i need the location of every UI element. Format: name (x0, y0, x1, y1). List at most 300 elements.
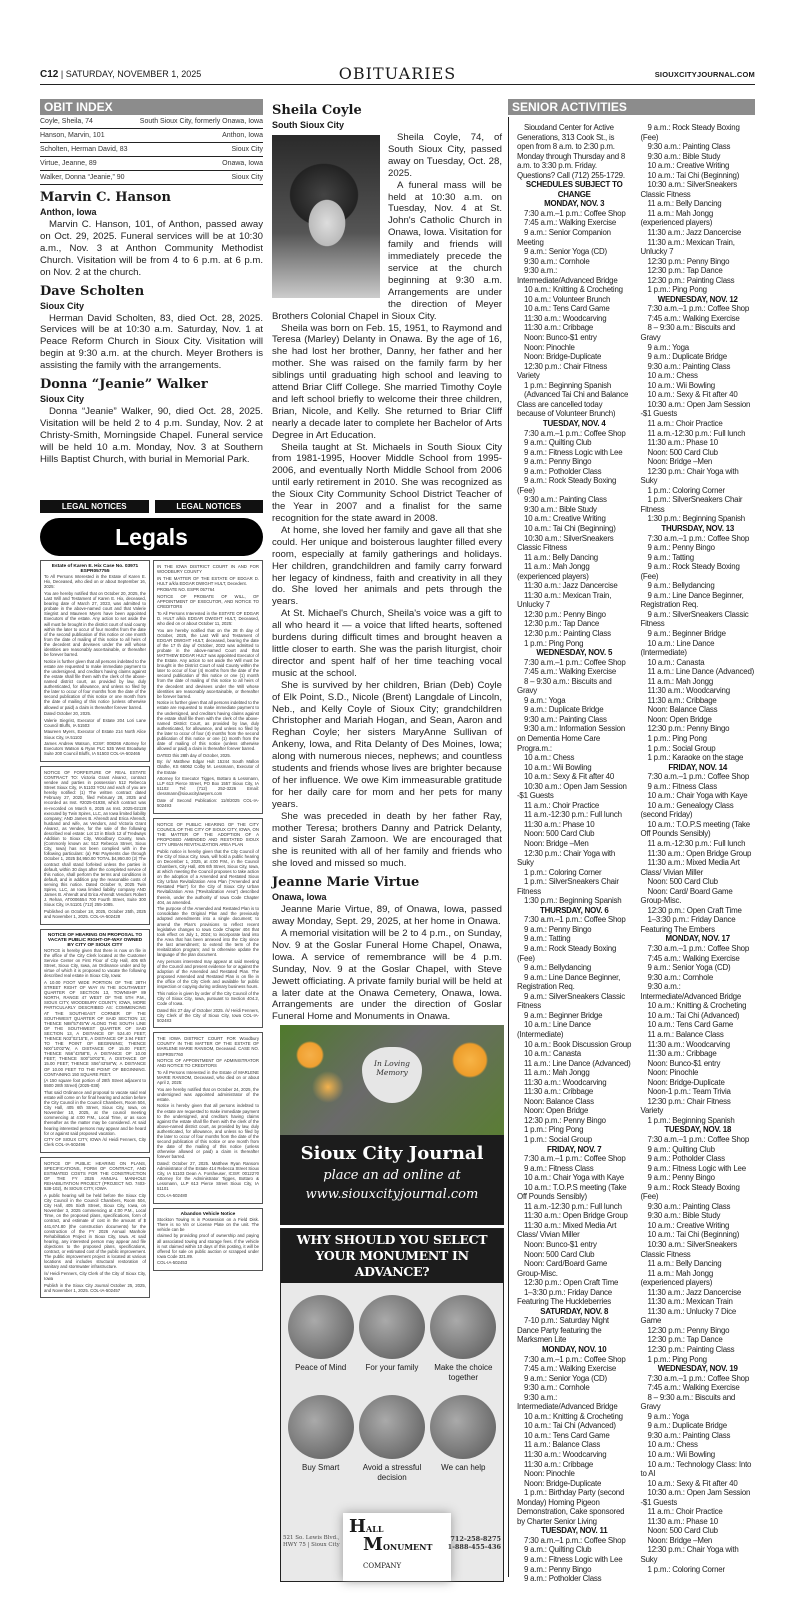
activity-item: 9 a.m.: Tatting (524, 934, 571, 944)
legal-paragraph: You are hereby notified that on October 20, 2025, the Last Will and Testament of Karen E. Hix, deceased, bearing date of March 27, 2023, was admitted to probate in the above-named court and that Valerie Siegrist and Maureen Myers have been appointed Executors of the estate. Any action to set aside the will must be brought in the district court of said county within the later to occur of four months from the date of the second publication of this notice or one month from the date of mailing of this notice to all heirs of the decedent and devisees under the will whose identities are reasonably ascertainable, or thereafter be forever barred. (44, 590, 146, 658)
activity-item: 11:30 a.m.: Mexican Train, Unlucky 7 (640, 237, 735, 257)
activity-item: 9 a.m.: Duplicate Bridge (647, 352, 727, 362)
activity-item: 7:30 a.m.–1 p.m.: Coffee Shop (647, 772, 750, 782)
obit-name: Donna “Jeanie” Walker (40, 377, 208, 393)
legal-paragraph: IN THE MATTER OF THE ESTATE OF EDGAR D. HULT a/k/a EDGAR DWIGHT HULT, Decedent. (157, 575, 259, 586)
activity-item: 11:30 a.m.: Phase 10 (647, 1516, 718, 1526)
section-title: OBITUARIES (338, 64, 457, 83)
obit-place: Onawa, Iowa (272, 892, 327, 903)
activity-item: 10 a.m.: Creative Writing (647, 161, 730, 171)
activity-item: 1 p.m.: SilverSneakers Chair Fitness (640, 495, 743, 514)
activities-column (517, 123, 632, 1584)
activity-item: 11:30 a.m.: Jazz Dancercise (524, 581, 618, 591)
activity-item: 9:30 a.m.: Cornhole (647, 972, 714, 982)
activity-item: 9 a.m.: Beginner Bridge (524, 1010, 603, 1020)
activity-item: 10 a.m.: Tens Card Game (524, 304, 610, 314)
legal-notice (40, 929, 150, 1153)
activity-item: 10 a.m.: Creative Writing (647, 1220, 730, 1230)
obit-paragraph: She is survived by her children, Brian (Deb) Coyle of Elk Point, S.D., Nicole (Brent) Langdale of Lincoln, Neb., and Kelly Coyle of Sioux City; grandchildren Christopher and Mariah Hogan, and Sean, Aaron and Reghan Coyle; her sisters MaryAnne Sullivan of Ankeny, Iowa, and Rita Delanty of Des Moines, Iowa; along with numerous nieces, nephews; and countless students and friends whose lives are brighter because of her influence. We owe Kim immeasurable gratitude for her daily care for mom and her pets for many years. (272, 679, 502, 810)
reason-photo (430, 1295, 496, 1359)
index-name: Virtue, Jeanne, 89 (40, 160, 97, 167)
activity-item: 10 a.m.: Volunteer Brunch (524, 294, 611, 304)
activity-item: 10 a.m.: Tai Chi (Beginning) (524, 523, 616, 533)
index-name: Hanson, Marvin, 101 (40, 132, 105, 139)
activity-item: 11:30 a.m.: Open Bridge Group (647, 848, 752, 858)
legal-notice (153, 1032, 263, 1203)
activity-item: 11 a.m.: Mah Jongg (experienced players) (517, 562, 590, 581)
legal-paragraph: Notice is further given that all persons indebted to the estate are requested to make immediate payment to the undersigned, and creditors having claims against the estate shall file them with the clerk of the above-named District Court, as provided by law, duly authenticated, for allowance, and unless so filed by the later to occur of four (4) months from the second publication of this notice or one (1) month from the date of mailing of this notice (unless otherwise allowed or paid) a claim is thereafter forever barred. (157, 700, 259, 752)
memory-flowers-image (280, 1025, 504, 1135)
activity-item: 9 a.m.: Fitness Class (647, 781, 717, 791)
legal-paragraph: A public hearing will be held before the Sioux City City Council in the Council Chambers, Room 504, City Hall, 405 Sixth Street, Sioux City, Iowa, on November 3, 2025 commencing at 4:00 P.M., Local Time, on the proposed plans, specifications, form of contract, and estimate of cost in the amount of $ 441,674.80 (the construction documents) for the construction of the FY 2026 Annual Manhole Rehabilitation Project in Sioux City, Iowa. At said hearing, any interested person may appear and file objections to the proposed plans, specifications, contract, or estimated cost of the public improvement. The public improvement project is located at various locations and includes structural restoration of sanitary and stormwater infrastructure. (44, 1193, 146, 1270)
legal-column (40, 560, 150, 1580)
left-column (40, 99, 263, 466)
legal-notice (40, 560, 150, 762)
activity-item: 10:30 a.m.: Open Jam Session -$1 Guests (640, 1488, 751, 1507)
heart-stone: In Loving Memory (362, 1047, 422, 1103)
text: ONUMENT (382, 1542, 433, 1552)
activity-item: Noon: Bridge-Duplicate (524, 352, 602, 362)
activity-item: 12:30 p.m.: Chair Yoga with Suky (640, 1545, 739, 1565)
activity-item: 9:30 a.m.: Painting Class (647, 361, 731, 371)
activity-item: 9 a.m.: Tatting (647, 552, 694, 562)
reason-photo (430, 1395, 496, 1459)
index-row[interactable] (40, 129, 263, 143)
obit-paragraph: At home, she loved her family and gave all that she could. Her unique and boisterous laughter filled every room, especially at family gatherings and holidays. Her children, grandchildren and family carry forward her legacy of kindness, faith and creativity in all they do. She loved her animals and pets through the years. (272, 524, 502, 608)
activity-item: 9:30 a.m.: Bible Study (524, 504, 597, 514)
obit-name: Sheila Coyle (272, 103, 362, 118)
activity-item: 11 a.m.: Balance Class (647, 1029, 724, 1039)
activity-item: 1 p.m.: Ping Pong (524, 1125, 584, 1135)
obit-name: Marvin C. Hanson (40, 190, 171, 205)
activity-item: 9:30 a.m.: Painting Class (647, 1430, 731, 1440)
obituary (40, 190, 263, 279)
reasons-grid (281, 1283, 503, 1487)
legal-notice-title: NOTICE OF HEARING ON PROPOSAL TO VACATE PUBLIC RIGHT-OF-WAY OWNED BY CITY OF SIOUX CITY (47, 932, 143, 948)
legals-section (40, 500, 263, 1585)
activity-item: 11:30 a.m.: Woodcarving (524, 313, 607, 323)
activity-item: 10 a.m.: Chess (524, 753, 575, 763)
monument-address (283, 1535, 340, 1549)
legal-paragraph: Dated October 20, 2025. (44, 711, 92, 717)
activity-item: 10 a.m.: Canasta (524, 1049, 581, 1059)
obit-paragraph: Sheila was born on Feb. 15, 1951, to Raymond and Teresa (Marley) Delanty in Onawa. By the age of 16, she had lost her brother, Danny, her father and her mother. She was raised on the family farm by her siblings until graduating high school and leaving to attend Briar Cliff College. She married Timothy Coyle and left school briefly to welcome their three children, Brian, Nicole, and Kelly. She returned to Briar Cliff nearly a decade later to complete her Bachelor of Arts Degree in Art Education. (272, 322, 502, 441)
activity-item: 9 a.m.: Bellydancing (647, 581, 715, 591)
index-place: South Sioux City, formerly Onawa, Iowa (139, 118, 263, 125)
activity-item: Noon: Bridge-Duplicate (524, 1478, 602, 1488)
activity-item: 9:30 a.m.: Intermediate/Advanced Bridge (517, 266, 618, 285)
activity-item: 8 – 9:30 a.m.: Biscuits and Gravy (517, 676, 612, 696)
activity-item: 1 p.m.: Social Group (524, 1134, 592, 1144)
reason-caption: For your family (365, 1363, 419, 1372)
legal-notice (40, 766, 150, 925)
index-row[interactable] (40, 115, 263, 129)
activity-item: 9 a.m.: Senior Yoga (CD) (647, 963, 731, 973)
activity-item: 7:45 a.m.: Walking Exercise (524, 1364, 617, 1374)
activity-item: 11:30 a.m.: Mixed Media Art Class/ Vivian Miller (517, 1220, 617, 1240)
site-link[interactable]: SIOUXCITYJOURNAL.COM (654, 70, 755, 79)
main-obituaries (272, 98, 502, 1023)
obit-place: Anthon, Iowa (40, 207, 97, 217)
obit-body (272, 904, 502, 1023)
legal-paragraph: James Andrew Watson, ICIS#: 008266 Attorney for Executors Watson & Ryan PLC 535 West Broadway Suite 200 Council Bluffs, IA 51503 COL-IA-502465 (44, 741, 146, 757)
activity-item: 11:30 a.m.: Jazz Dancercise (647, 1287, 742, 1297)
activity-item: 10 a.m.: Tai Chi (Advanced) (524, 1421, 616, 1431)
obit-place: South Sioux City (272, 120, 344, 130)
obit-paragraph: She was preceded in death by her father Ray, mother Teresa; brothers Danny and Patrick Delanty, and sister Sarah Zamoon. We are encouraged that she is reunited with all of her family and friends who she loved and missed so much. (272, 810, 502, 870)
legal-paragraph: You are hereby notified that on the 28 th day of October, 2025, the Last Will and Testament of EDGAR DWIGHT HULT, deceased, bearing the date of the 17 th day of October, 2022 was admitted to probate in the above-named Court and that MATTHEW EDGAR HULT was appointed Executor of the Estate. Any action to set aside the Will must be brought in the District Court of said County within the later to occur of four (4) months from the date of the second publication of this notice or one (1) month from the date of mailing of this notice to all heirs of the decedent and devisees under the Will whose identities are reasonably ascertainable, or thereafter be forever barred. (157, 627, 259, 699)
reason (285, 1395, 356, 1487)
short-obituaries (40, 190, 263, 466)
index-row[interactable] (40, 171, 263, 185)
activity-item: 8 – 9:30 a.m.: Biscuits and Gravy (640, 323, 736, 343)
reason-photo (359, 1295, 425, 1359)
activity-item: 12:30 p.m.: Penny Bingo (524, 1115, 606, 1125)
activity-item: 10 a.m.: Wii Bowling (524, 762, 592, 772)
activity-item: 10 a.m.: Book Discussion Group (524, 1039, 632, 1049)
activity-item: 9 a.m.: Line Dance Beginner, Registration Req. (640, 590, 744, 610)
activity-item: 11:30 a.m.: Phase 10 (524, 819, 595, 829)
activity-item: Noon: Open Bridge (524, 1106, 589, 1116)
activity-item: 9:30 a.m.: Information Session on Dementia Home Care Progra.m.: (517, 724, 626, 753)
activity-item: 7:30 a.m.–1 p.m.: Coffee Shop (647, 1373, 750, 1383)
legal-paragraph: IN THE IOWA DISTRICT COURT IN AND FOR WOODBURY COUNTY (157, 564, 259, 575)
activity-item: 7:30 a.m.–1 p.m.: Coffee Shop (524, 1154, 626, 1164)
legal-paragraph: Publish in the Sioux City Journal October 25, 2025, and November 1, 2025. COL-IA-502457 (44, 1282, 146, 1293)
legal-paragraph: Maureen Myers, Executor of Estate 214 North Alice Sioux City, IA 51102 (44, 729, 146, 740)
activity-item: 9 a.m.: Quilting Club (647, 1144, 715, 1154)
activity-item: 7:30 a.m.–1 p.m.: Coffee Shop (647, 944, 750, 954)
activity-item: 11:30 a.m.: Woodcarving (647, 686, 730, 696)
obit-paragraph: Herman David Scholten, 83, died Oct. 28, 2025. Services will be at 10:30 a.m. Saturday, Nov. 1 at Peace Reform Church in Sioux City. Visitation will begin at 9:30 a.m. at the church. Meyer Brothers is assisting the family with the arrangements. (40, 312, 263, 372)
activity-item: 9 a.m.: Duplicate Bridge (524, 705, 604, 715)
activity-item: Noon: Bunco-$1 entry (524, 333, 597, 343)
activity-item: 7:30 a.m.–1 p.m.: Coffee Shop (647, 533, 750, 543)
activity-item: Noon: Bridge –Men (524, 839, 589, 849)
activity-item: 11 a.m.: Belly Dancing (647, 199, 722, 209)
activity-item: (Advanced Tai Chi and Balance Class are cancelled today because of Volunteer Brunch) (517, 390, 629, 419)
activity-item: 9 a.m.: Penny Bingo (524, 924, 592, 934)
obituary (40, 284, 263, 373)
activity-item: 1 p.m.: Beginning Spanish (647, 1115, 735, 1125)
activity-item: 9 a.m.: Yoga (647, 1411, 689, 1421)
activity-item: 7:30 a.m.–1 p.m.: Coffee Shop (524, 208, 626, 218)
activity-item: 8 – 9:30 a.m.: Biscuits and Gravy (640, 1392, 736, 1412)
activity-item: 9 a.m.: Penny Bingo (647, 543, 715, 553)
legal-paragraph: By: /s/ Matthew Edgar Hult 15244 South Mallon Olathe, KS 66062 Colby M. Lessmann, Executor of the Estate (157, 759, 259, 775)
activity-item: 11 a.m.-12:30 p.m.: Full lunch (524, 810, 622, 820)
activity-item: 9 a.m.: Potholder Class (524, 466, 602, 476)
reason (428, 1295, 499, 1387)
text: M (363, 1534, 383, 1555)
scj-ad[interactable] (280, 1135, 504, 1225)
activity-item: 11:30 a.m.: Woodcarving (524, 1077, 607, 1087)
activity-item: 9 a.m.: Quilting Club (524, 1545, 592, 1555)
activity-item: 10:30 a.m.: SilverSneakers Classic Fitness (640, 1239, 738, 1259)
activity-item: 11 a.m.: Mah Jongg (524, 1068, 590, 1078)
activity-item: 1 p.m.: Ping Pong (647, 734, 707, 743)
activity-item: 12:30 p.m.: Tap Dance (647, 266, 723, 276)
activity-item: Noon: 500 Card Club (647, 877, 718, 887)
activity-item: 11:30 a.m.: Phase 10 (647, 438, 718, 448)
obit-index-title: OBIT INDEX (40, 99, 263, 115)
obit-paragraph: A memorial visitation will be 2 to 4 p.m., on Sunday, Nov. 9 at the Goslar Funeral Home Chapel, Onawa, Iowa. A service of remembrance will be 4 p.m. Sunday, Nov. 9 at the Goslar Chapel, with Steve Jewett officiating. A private family burial will be held at a later date at the Onawa Cemetery, Onawa, Iowa. Arrangements are under the direction of Goslar Funeral Home and Monuments in Onawa. (272, 928, 502, 1023)
obit-name: Jeanne Marie Virtue (272, 875, 420, 891)
activity-item: 12:30 p.m.: Chair Yoga with Suky (640, 466, 739, 486)
activity-item: 1 p.m.: Coloring Corner (524, 867, 602, 877)
reason-photo (359, 1395, 425, 1459)
obit-paragraph: At St. Michael's Church, Sheila's voice was a gift to all who heard it — a voice that lifted hearts, softened burdens during difficult times and brought heaven a little closer to earth. She was the parish liturgist, choir director and spent half of her time teaching vocal music at the school. (272, 608, 502, 679)
day-heading: FRIDAY, NOV. 7 (546, 1144, 602, 1154)
day-heading: SCHEDULES SUBJECT TO CHANGE (525, 180, 623, 199)
day-heading: WEDNESDAY, NOV. 12 (657, 294, 738, 304)
activity-item: Noon: Pinochle (524, 1469, 575, 1479)
activity-item: 1 p.m.: Birthday Party (second Monday) Homing Pigeon Demonstration, Cake sponsored by Charter Senior Living (517, 1488, 625, 1526)
activity-item: 9 a.m.: Senior Yoga (CD) (524, 1373, 607, 1383)
activity-item: 11 a.m.: Balance Class (524, 1440, 601, 1450)
activity-item: 7:30 a.m.–1 p.m.: Coffee Shop (647, 1134, 750, 1144)
legal-notice-title: Abandon Vehicle Notice (180, 1211, 236, 1217)
activity-item: 11 a.m.: Belly Dancing (524, 552, 598, 562)
index-row[interactable] (40, 157, 263, 171)
activity-item: 7:30 a.m.–1 p.m.: Coffee Shop (524, 428, 626, 438)
legal-paragraph: claimed by providing proof of ownership and paying all associated towing and storage fees. If the vehicle is not claimed within 10 days of this posting, it will be offered for sale on public auction or scrapped under Iowa Code 321.89. (157, 1233, 259, 1259)
legal-paragraph: DATED this 28th day of October, 2025. (157, 752, 231, 758)
activity-item: Noon: Card/Board Game Group-Misc. (517, 1259, 608, 1278)
page-info: C12 | SATURDAY, NOVEMBER 1, 2025 (40, 69, 202, 80)
activity-item: 1 p.m.: Social Group (647, 743, 716, 753)
obit-place: Sioux City (40, 394, 85, 405)
senior-activities-title: SENIOR ACTIVITIES (508, 99, 755, 115)
activity-item: 12:30 p.m.: Tap Dance (647, 1335, 723, 1345)
activity-item: 9 a.m.: Fitness Logic with Lee (524, 447, 623, 457)
page-number: C12 (40, 69, 59, 80)
scj-logo: Sioux City Journal (300, 1143, 484, 1164)
activity-item: Noon: Open Bridge (647, 714, 712, 724)
activity-item: 11:30 a.m.: Cribbage (524, 1087, 594, 1097)
legal-paragraph: To All Persons Interested in the Estate of MARLENE MARIE RANSOM, Deceased, who died on or about April 2, 2025: (157, 1069, 259, 1086)
scj-url[interactable]: www.siouxcityjournal.com (305, 1187, 479, 1202)
legal-notice (153, 560, 263, 814)
legal-notices-label: LEGAL NOTICES (40, 500, 149, 513)
activity-item: 1:30 p.m.: Beginning Spanish (524, 896, 622, 906)
activity-item: 7:30 a.m.–1 p.m.: Coffee Shop (524, 915, 626, 925)
activity-item: 9 a.m.: Rock Steady Boxing (Fee) (517, 476, 617, 495)
activity-item: 10:30 a.m.: SilverSneakers Classic Fitness (517, 533, 614, 553)
activity-item: 12:30 p.m.: Chair Fitness Variety (640, 1096, 731, 1116)
day-heading: WEDNESDAY, NOV. 19 (657, 1364, 738, 1374)
obit-paragraph: Sheila Coyle, 74, of South Sioux City, passed away on Tuesday, Oct. 28, 2025. (388, 132, 502, 179)
obit-name: Dave Scholten (40, 283, 145, 299)
activity-item: 11:30 a.m.: Open Bridge Group (524, 1211, 628, 1221)
activity-item: 9 a.m.: Rock Steady Boxing (Fee) (517, 944, 617, 963)
activity-item: 9:30 a.m.: Intermediate/Advanced Bridge (640, 982, 742, 1001)
activity-item: 9 a.m.: Rock Steady Boxing (Fee) (640, 123, 740, 142)
activity-item: 9 a.m.: Potholder Class (647, 1154, 725, 1164)
activity-item: 11:30 a.m.: Mexican Train (647, 1297, 733, 1307)
activity-item: 9:30 a.m.: Bible Study (647, 1211, 721, 1221)
activity-item: 10 a.m.: T.O.P.S meeting (Take Off Pounds Sensibly) (517, 1182, 627, 1202)
activity-item: 12:30 p.m.: Penny Bingo (647, 1325, 730, 1335)
activity-item: 10 a.m.: Wii Bowling (647, 1450, 715, 1460)
activity-item: 11 a.m.: Line Dance (Advanced) (647, 667, 755, 677)
monument-phones (448, 1535, 501, 1551)
activity-item: 9:30 a.m.: Painting Class (524, 495, 607, 505)
activity-item: 12:30 p.m.: Painting Class (524, 628, 611, 638)
activity-item: 9 a.m.: Yoga (524, 695, 566, 705)
legal-paragraph: Dated: October 27, 2025. Matthew Ryan Ransom Administrator of the Estate 414 Rebecca Street Sioux City, IA 51103 Dean A. Forsheuser, ICIS#: 00122?0 Attorney for the Administrator Tigges, Bottaro & Lessmann, LLP 613 Pierce Street Sioux City, IA 51101 (157, 1160, 259, 1192)
legal-paragraph: NOTICE OF PUBLIC HEARING ON PLANS, SPECIFICATIONS, FORM OF CONTRACT, AND ESTIMATED COSTS FOR THE CONSTRUCTION OF THE FY 2026 ANNUAL MANHOLE REHABILITATION PROJECT (PROJECT NO. 7403-538-102), IN SIOUX CITY, IOWA (44, 1160, 146, 1192)
activity-item: Noon: 500 Card Club (647, 447, 718, 457)
index-place: Sioux City (231, 174, 263, 181)
legal-notice-title: Estate of Karen E. Hix Case No. 03971 ESPR057755 (51, 564, 139, 575)
activity-item: 9:30 a.m.: Painting Class (524, 714, 607, 724)
activity-item: 9 a.m.: Beginner Bridge (647, 628, 726, 638)
activities-column (641, 123, 756, 1584)
text: COMPANY (363, 1562, 402, 1570)
legal-notice (153, 818, 263, 1029)
activity-item: 7:45 a.m.: Walking Exercise (647, 313, 740, 323)
reason-photo (288, 1395, 354, 1459)
activity-item: 10 a.m.: Chair Yoga with Kaye (524, 1173, 624, 1183)
obit-paragraph: Marvin C. Hanson, 101, of Anthon, passed away on Oct. 29, 2025. Funeral services will be at 10:30 a.m., Nov. 3 at Anthon Community Methodist Church. Visitation will be from 4 to 6 p.m. at 6 p.m. on Nov. 2 at the church. (40, 219, 263, 278)
activity-item: 10 a.m.: Technology Class: Into to AI (640, 1459, 752, 1479)
legal-notice (153, 1208, 263, 1271)
activity-item: 1 p.m.: SilverSneakers Chair Fitness (517, 877, 619, 896)
day-heading: TUESDAY, NOV. 11 (541, 1526, 608, 1536)
activity-item: 7:30 a.m.–1 p.m.: Coffee Shop (647, 304, 750, 314)
legal-paragraph: (A 150 square foot portion of 28th Street adjacent to 5500 28th Street) (2025-038) (44, 1078, 146, 1089)
activity-item: 9 a.m.: Bellydancing (524, 963, 592, 973)
activity-item: 10 a.m.: Tai Chi (Beginning) (647, 1230, 740, 1240)
activity-item: 10:30 a.m.: Open Jam Session -$1 Guests (517, 781, 627, 801)
activity-item: 11:30 a.m.: Cribbage (524, 323, 594, 333)
activity-item: Noon: Bridge –Men (647, 457, 713, 467)
activity-item: Noon: Balance Class (647, 705, 718, 715)
text: H (349, 1516, 367, 1537)
activity-item: 11:30 a.m.: Woodcarving (647, 1039, 730, 1049)
activity-item: 7:30 a.m.–1 p.m.: Coffee Shop (524, 1354, 626, 1364)
activity-item: 10 a.m.: Wii Bowling (647, 380, 715, 390)
activity-item: 11:30 a.m.: Jazz Dancercise (647, 228, 742, 238)
activity-item: 1 p.m.: Beginning Spanish (524, 380, 612, 390)
legal-paragraph: NOTICE is hereby given that there is now on file in the office of the City Clerk located at the Customer Service Center on First Floor of City Hall, 405 6th Street, Sioux City, Iowa, an Ordinance under and by virtue of which it is proposed to vacate the following described real estate in Sioux City, Iowa: (44, 947, 146, 979)
day-heading: FRIDAY, NOV. 14 (668, 762, 728, 772)
activity-item: 9 a.m.: Line Dance Beginner, Registration Req. (517, 972, 621, 992)
legal-column (153, 560, 263, 1580)
activity-item: 9 a.m.: Potholder Class (524, 1574, 602, 1584)
activity-item: 11 a.m.: Mah Jongg (experienced players) (640, 208, 714, 228)
day-heading: TUESDAY, NOV. 4 (542, 418, 606, 428)
activity-item: 10 a.m.: Sexy & Fit after 40 (647, 1478, 738, 1488)
activity-item: 9 a.m.: Fitness Class (524, 1163, 594, 1173)
activity-item: Noon: Pinochle (524, 342, 575, 352)
activity-item: 10 a.m.: Sexy & Fit after 40 (647, 390, 738, 400)
activity-item: 10 a.m.: Line Dance (Intermediate) (640, 638, 715, 658)
activity-item: 9 a.m.: Penny Bingo (524, 457, 592, 467)
reason (285, 1295, 356, 1387)
day-heading: WEDNESDAY, NOV. 5 (536, 648, 613, 658)
obit-paragraph: A funeral mass will be held at 10:30 a.m. on Tuesday, Nov. 4 at St. John's Catholic Church in Onawa, Iowa. Visitation for family and friends will immediately precede the service at the church beginning at 9:30 a.m. Arrangements are under the direction of Meyer Brothers Colonial Chapel in Sioux City. (272, 179, 502, 322)
activity-item: Noon: Card/ Board Game Group-Misc. (640, 886, 733, 906)
obit-paragraph: Jeanne Marie Virtue, 89, of Onawa, Iowa, passed away Monday, Sept. 29, 2025, at her home in Onawa. (272, 904, 502, 928)
day-heading: THURSDAY, NOV. 13 (661, 523, 735, 533)
index-row[interactable] (40, 143, 263, 157)
activity-item: 10 a.m.: Tai Chi (Advanced) (647, 1010, 740, 1020)
activity-item: 12:30 p.m.: Penny Bingo (524, 609, 606, 619)
legal-paragraph: To All Persons Interested in the ESTATE OF EDGAR D. HULT a/k/a EDGAR DWIGHT HULT, Deceased, who died on or about October 11, 2025: (157, 610, 259, 626)
monument-ad[interactable] (280, 1228, 504, 1582)
activity-item: 12:30 p.m.: Painting Class (647, 1345, 735, 1354)
legal-paragraph: Published on October 18, 2025, October 25th, 2025 and November 1, 2025. COL-IA-502428 (44, 908, 146, 919)
activity-item: 11 a.m.: Line Dance (Advanced) (524, 1058, 631, 1068)
activity-item: 9 a.m.: Yoga (647, 342, 689, 352)
legal-paragraph: PROBATE NO. ESPR 057764 (157, 587, 215, 593)
legal-paragraph: Stockton Towing Is in Possession on a Field Disk. There is no Vin or License Plate on the unit. The vehicle can be (157, 1216, 259, 1232)
reason (356, 1395, 427, 1487)
activity-item: Noon: Bunco-$1 entry (524, 1239, 597, 1249)
activity-item: 10 a.m.: Sexy & Fit after 40 (524, 772, 615, 782)
activity-item: 9 a.m.: Penny Bingo (524, 1564, 592, 1574)
activity-item: Noon-1 p.m.: Team Trivia (647, 1087, 731, 1097)
activity-item: 7:30 a.m.–1 p.m.: Coffee Shop (524, 1535, 626, 1545)
activity-item: 12:30 p.m.: Open Craft Time (647, 905, 742, 915)
intro-text: Siouxland Center for Active Generations, 313 Cook St., is open from 8 a.m. to 2:30 p.m. Monday through Thursday and 8 a.m. to 3:30 p.m. Friday. Questions? Call (712) 255-1729. (517, 123, 626, 180)
activity-item: 11:30 a.m.: Cribbage (647, 695, 717, 705)
activity-item: 11:30 a.m.: Cribbage (524, 1459, 594, 1469)
activity-item: 9 a.m.: Quilting Club (524, 438, 592, 448)
legal-paragraph: COL-IA-502480 (157, 1193, 188, 1198)
legal-paragraph: Notice is further given that all persons indebted to the estate are requested to make immediate payment to the undersigned, and creditors having claims against the estate shall file them with the clerk of the above-named district court, as provided by law, duly authenticated, for allowance, and unless so filed by the later to occur of four months from the date of the second publication of this notice or one month from the date of mailing of this notice (unless otherwise allowed or paid) a claim is thereafter forever barred. (44, 658, 146, 710)
activity-item: 12:30 p.m.: Penny Bingo (647, 724, 730, 734)
activity-item: 10 a.m.: Chess (647, 1440, 698, 1450)
legal-paragraph: This notice is given by order of the City Council of the City of Sioux City, Iowa, pursuant to Section 404.2, Code of Iowa. (157, 990, 259, 1006)
activity-item: 9 a.m.: Rock Steady Boxing (Fee) (640, 1182, 740, 1202)
text: 1-888-455-436 (447, 1543, 501, 1551)
activity-item: 11 a.m.: Belly Dancing (647, 1259, 722, 1269)
activity-item: 9 a.m.: Rock Steady Boxing (Fee) (640, 562, 740, 581)
activity-item: 7:45 a.m.: Walking Exercise (647, 1383, 740, 1393)
index-name: Scholten, Herman David, 83 (40, 146, 128, 153)
activity-item: 9 a.m.: Senior Yoga (CD) (524, 247, 607, 257)
monument-ad-title: WHY SHOULD YOU SELECT YOUR MONUMENT IN ADVANCE? (281, 1229, 503, 1283)
activity-item: Noon: 500 Card Club (524, 1249, 595, 1259)
activity-item: 9 a.m.: Fitness Logic with Lee (524, 1555, 623, 1565)
activity-item: 9:30 a.m.: Bible Study (647, 151, 721, 161)
activity-item: 12:30 p.m.: Chair Fitness Variety (517, 361, 608, 381)
activity-item: 9:30 a.m.: Painting Class (647, 1201, 731, 1211)
activity-item: 11 a.m.-12:30 p.m.: Full lunch (647, 428, 746, 438)
legal-paragraph: COL-IA-502453 (157, 1260, 188, 1266)
activity-item: 1 p.m.: Coloring Corner (647, 485, 725, 495)
activity-item: 10 a.m.: Tens Card Game (647, 1020, 734, 1030)
reason (428, 1395, 499, 1487)
index-name: Walker, Donna “Jeanie,” 90 (40, 174, 125, 181)
activity-item: 10 a.m.: Line Dance (Intermediate) (517, 1020, 591, 1039)
obit-paragraph: Donna “Jeanie” Walker, 90, died Oct. 28, 2025. Visitation will be held 2 to 4 p.m. Sunday, Nov. 2 at Christy-Smith, Morningside Chapel. Funeral service will be held 10 a.m. Monday, Nov. 3 at Southern Hills Baptist Church, with burial in Memorial Park. (40, 406, 263, 465)
activity-item: 12:30 p.m.: Penny Bingo (647, 256, 730, 266)
activity-item: 1 p.m.: Karaoke on the stage (647, 753, 744, 763)
activity-item: 7:30 a.m.–1 p.m.: Coffee Shop (524, 657, 626, 667)
activity-item: 11:30 a.m.: Mixed Media Art Class/ Vivian Miller (640, 858, 740, 877)
activity-item: 10 a.m.: Knitting & Crocheting (524, 1411, 623, 1421)
activity-item: 12:30 p.m.: Open Craft Time (524, 1278, 619, 1288)
activity-item: Noon: Balance Class (524, 1096, 594, 1106)
legal-paragraph: Attorney for Executor Tigges, Bottaro & Lessmann, LLP 613 Pierce Street, PO Box 1557 Sioux City, IA 51102 Tel: (712) 252-3226 Email: clessmann@siouxcitylawyers.com (157, 776, 259, 797)
day-heading: SATURDAY, NOV. 8 (540, 1306, 609, 1316)
activity-item: 10 a.m.: Canasta (647, 657, 705, 667)
day-heading: THURSDAY, NOV. 6 (539, 905, 609, 915)
